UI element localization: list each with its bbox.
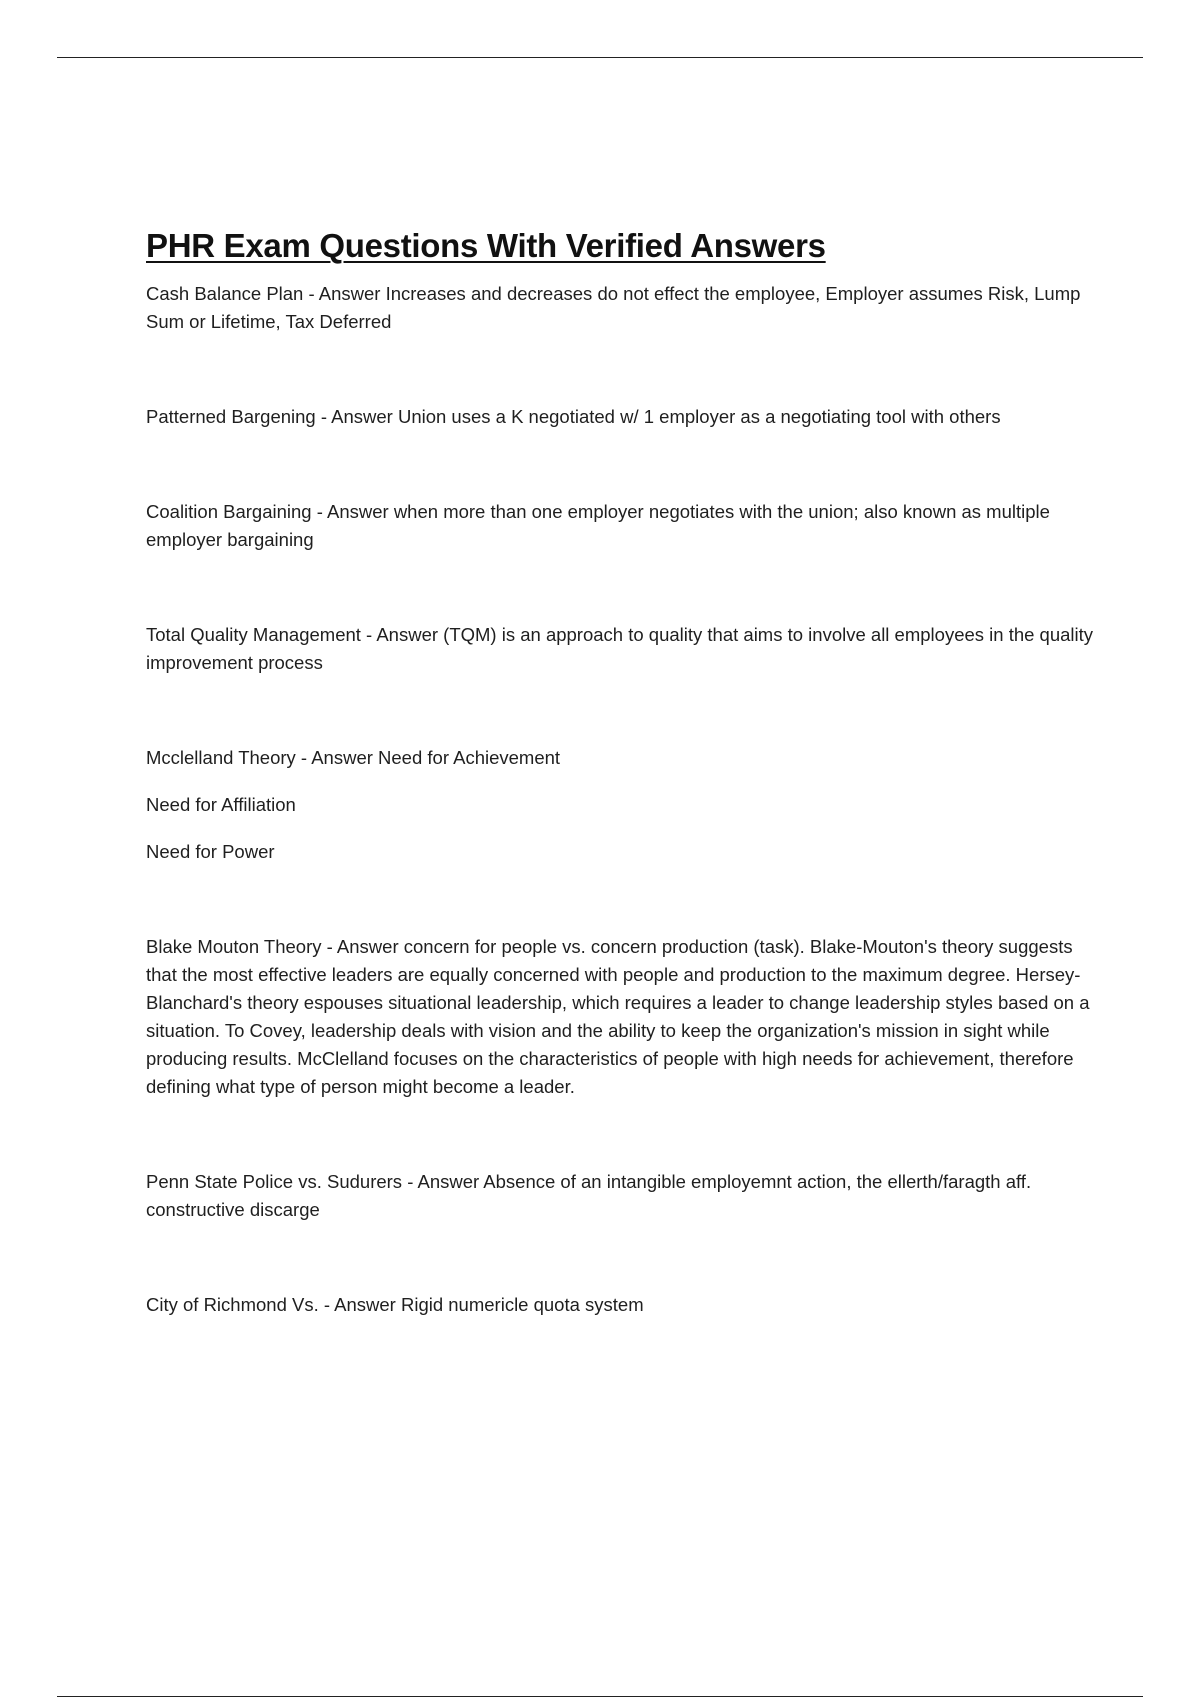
document-body (146, 226, 1096, 1319)
top-divider (57, 57, 1143, 58)
qa-entry-need-affiliation: Need for Affiliation (146, 793, 296, 815)
bottom-divider (57, 1696, 1143, 1697)
qa-list (146, 280, 1096, 1319)
qa-entry-mcclelland-theory: Mcclelland Theory - Answer Need for Achievement (146, 746, 561, 768)
page-title: PHR Exam Questions With Verified Answers (146, 227, 826, 264)
qa-entry-need-power: Need for Power (146, 840, 275, 862)
qa-entry-coalition-bargaining: Coalition Bargaining - Answer when more than one employer negotiates with the union; also known as multiple employer bargaining (146, 500, 1050, 550)
qa-entry-patterned-bargaining: Patterned Bargening - Answer Union uses a K negotiated w/ 1 employer as a negotiating tool with others (146, 405, 1001, 427)
qa-entry-city-of-richmond: City of Richmond Vs. - Answer Rigid numericle quota system (146, 1293, 644, 1315)
qa-entry-total-quality-management: Total Quality Management - Answer (TQM) is an approach to quality that aims to involve all employees in the quality improvement process (146, 623, 1094, 673)
qa-entry-blake-mouton-theory: Blake Mouton Theory - Answer concern for people vs. concern production (task). Blake-Mouton's theory suggests that the most effective leaders are equally concerned with people and production to the maximum degree. Hersey-Blanchard's theory espouses situational leadership, which requires a leader to change leadership styles based on a situation. To Covey, leadership deals with vision and the ability to keep the organization's mission in sight while producing results. McClelland focuses on the characteristics of people with high needs for achievement, therefore defining what type of person might become a leader. (146, 935, 1090, 1097)
qa-entry-penn-state-police: Penn State Police vs. Sudurers - Answer Absence of an intangible employemnt action, the ellerth/faragth aff. constructive discarge (146, 1170, 1032, 1220)
qa-entry-cash-balance-plan: Cash Balance Plan - Answer Increases and decreases do not effect the employee, Employer assumes Risk, Lump Sum or Lifetime, Tax Deferred (146, 282, 1081, 332)
